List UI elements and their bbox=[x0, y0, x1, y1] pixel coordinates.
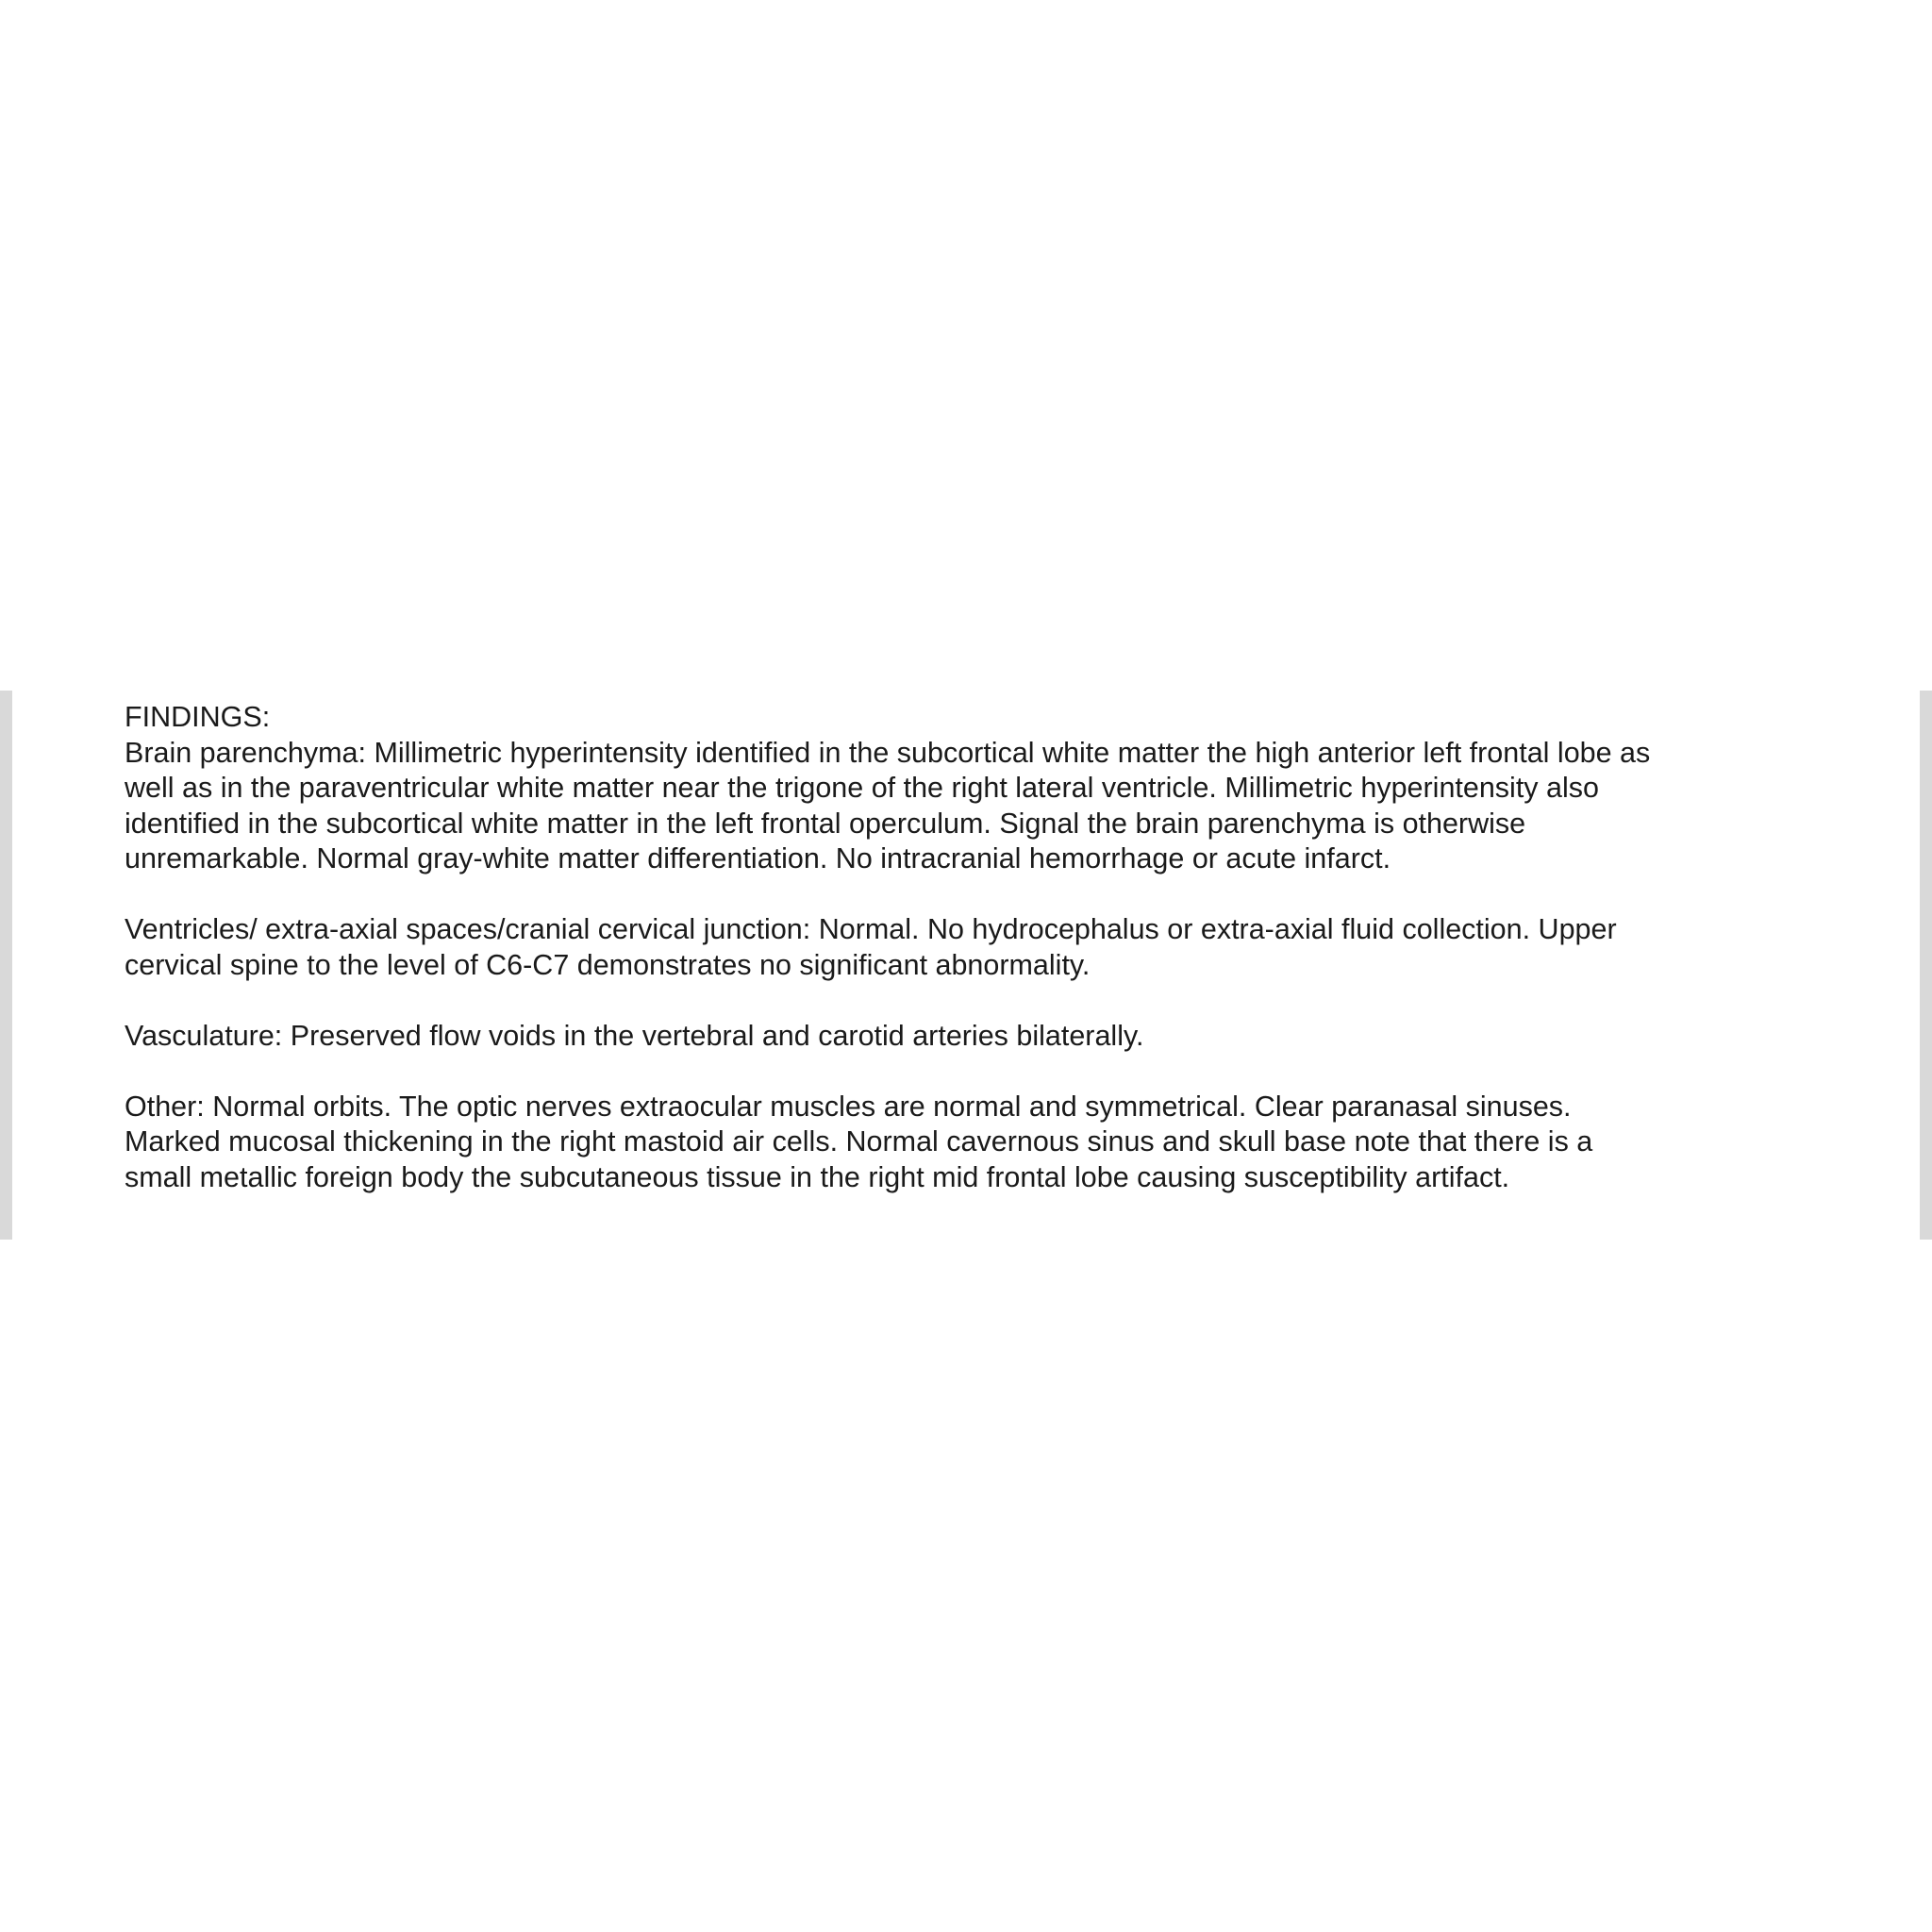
text-line: cervical spine to the level of C6-C7 demonstrates no significant abnormality. bbox=[125, 948, 1091, 981]
paragraph-gap bbox=[125, 983, 1813, 1019]
brain-parenchyma-paragraph bbox=[125, 736, 1813, 877]
text-line: well as in the paraventricular white matter near the trigone of the right lateral ventricle. Millimetric hyperintensity also bbox=[125, 772, 1599, 804]
page-edge-left bbox=[0, 691, 12, 1240]
ventricles-paragraph bbox=[125, 912, 1813, 983]
text-line: Vasculature: Preserved flow voids in the vertebral and carotid arteries bilaterally. bbox=[125, 1019, 1144, 1052]
document-page bbox=[0, 691, 1932, 1240]
text-line: Marked mucosal thickening in the right mastoid air cells. Normal cavernous sinus and skull base note that there is a bbox=[125, 1125, 1593, 1158]
text-line: Ventricles/ extra-axial spaces/cranial cervical junction: Normal. No hydrocephalus or extra-axial fluid collection. Upper bbox=[125, 913, 1617, 945]
findings-text bbox=[125, 700, 1813, 1195]
text-line: identified in the subcortical white matter in the left frontal operculum. Signal the brain parenchyma is otherwise bbox=[125, 807, 1526, 840]
text-line: Brain parenchyma: Millimetric hyperintensity identified in the subcortical white matter the high anterior left frontal lobe as bbox=[125, 736, 1651, 769]
paragraph-gap bbox=[125, 1054, 1813, 1090]
findings-heading: FINDINGS: bbox=[125, 701, 271, 733]
vasculature-paragraph bbox=[125, 1019, 1813, 1055]
other-paragraph bbox=[125, 1090, 1813, 1196]
paragraph-gap bbox=[125, 877, 1813, 913]
text-line: Other: Normal orbits. The optic nerves extraocular muscles are normal and symmetrical. Clear paranasal sinuses. bbox=[125, 1090, 1572, 1123]
text-line: small metallic foreign body the subcutaneous tissue in the right mid frontal lobe causing susceptibility artifact. bbox=[125, 1160, 1510, 1193]
text-line: unremarkable. Normal gray-white matter differentiation. No intracranial hemorrhage or acute infarct. bbox=[125, 842, 1391, 874]
page-edge-right bbox=[1920, 691, 1932, 1240]
